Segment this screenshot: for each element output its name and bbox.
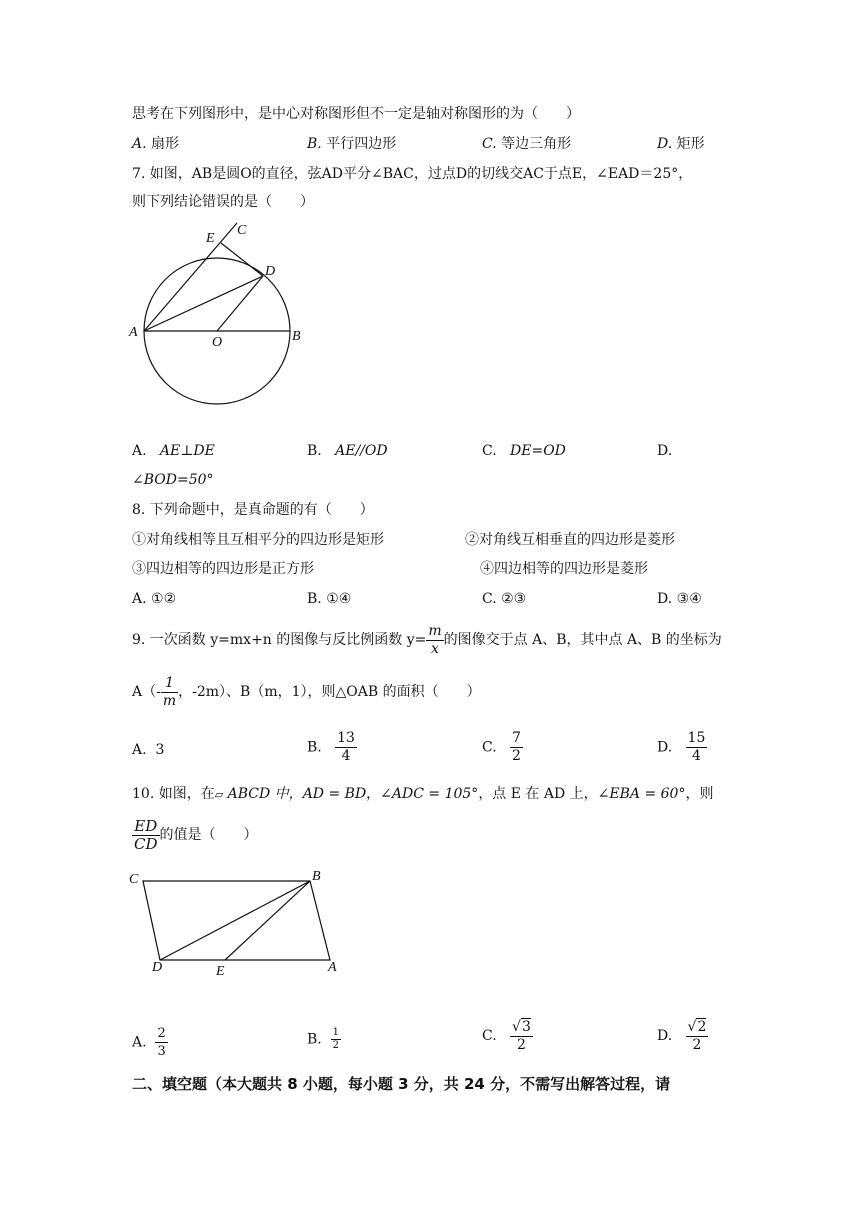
q6-option-b: B. 平行四边形 xyxy=(307,136,397,152)
q8-statement-4: ④四边相等的四边形是菱形 xyxy=(480,561,648,577)
q6-option-d: D. 矩形 xyxy=(657,136,705,152)
label-d: D xyxy=(265,264,276,279)
q7-option-a: A. AE⊥DE xyxy=(132,443,215,459)
line-ac xyxy=(144,223,237,331)
q9-option-a: A. 3 xyxy=(132,742,165,758)
q7-option-c: C. DE=OD xyxy=(482,443,566,459)
label-b: B xyxy=(292,329,301,344)
q7-option-b: B. AE//OD xyxy=(307,443,388,459)
label-c: C xyxy=(129,872,139,887)
q8-option-d: D. ③④ xyxy=(657,591,702,607)
q9-fraction-m-over-x: $\frac{m}{x}$ xyxy=(428,622,442,657)
label-a: A xyxy=(129,325,138,340)
q9-fraction-1-over-m: $\frac{1}{m}$ xyxy=(162,674,177,709)
q9-option-b: B. $\frac{13}{4}$ xyxy=(307,730,355,764)
section2-heading: 二、填空题（本大题共 8 小题，每小题 3 分，共 24 分，不需写出解答过程，请 xyxy=(132,1075,671,1093)
q10-option-a: A. $\frac{2}{3}$ xyxy=(132,1026,166,1059)
q7-stem-line1: 7. 如图，AB是圆O的直径，弦AD平分∠BAC，过点D的切线交AC于点E，∠EAD＝25°， xyxy=(132,166,693,182)
q6-stem: 思考在下列图形中，是中心对称图形但不一定是轴对称图形的为（ ） xyxy=(132,106,580,122)
q6-option-c: C. 等边三角形 xyxy=(482,136,572,152)
q10-option-c: C. $\frac{√3}{2}$ xyxy=(482,1019,531,1053)
q10-option-b: B. $\frac{1}{2}$ xyxy=(307,1027,340,1051)
chord-ad xyxy=(144,276,263,331)
radius-od xyxy=(217,276,263,331)
q8-option-c: C. ②③ xyxy=(482,591,527,607)
q10-option-d: D. $\frac{√2}{2}$ xyxy=(657,1019,707,1053)
q7-stem-line2: 则下列结论错误的是（ ） xyxy=(132,194,314,210)
q8-statement-1: ①对角线相等且互相平分的四边形是矩形 xyxy=(132,532,384,548)
q9-stem-line2: A（- $\frac{1}{m}$ ，-2m）、B（m，1），则△OAB 的面积（ ） xyxy=(132,674,481,709)
q10-parallelogram-figure xyxy=(122,864,352,984)
parallelogram-abcd xyxy=(143,881,330,960)
q8-statement-2: ②对角线互相垂直的四边形是菱形 xyxy=(465,532,675,548)
q8-option-b: B. ①④ xyxy=(307,591,352,607)
label-d: D xyxy=(152,960,163,975)
q8-statement-3: ③四边相等的四边形是正方形 xyxy=(132,561,314,577)
q8-option-a: A. ①② xyxy=(132,591,177,607)
q9-option-d: D. $\frac{15}{4}$ xyxy=(657,730,706,764)
q9-option-c: C. $\frac{7}{2}$ xyxy=(482,730,521,764)
q10-stem-line1: 10. 如图，在▱ ABCD 中，AD = BD，∠ADC = 105°，点 E 在 AD 上，∠EBA = 60°，则 xyxy=(132,786,714,802)
q10-fraction-ed-over-cd: $\frac{ED}{CD}$ xyxy=(134,816,158,853)
label-e: E xyxy=(206,231,215,246)
q9-stem-line1: 9. 一次函数 y=mx+n 的图像与反比例函数 y= $\frac{m}{x}$ 的图像交于点 A、B，其中点 A、B 的坐标为 xyxy=(132,622,722,657)
q10-stem-line2: $\frac{ED}{CD}$ 的值是（ ） xyxy=(134,816,258,853)
q7-option-d-text: ∠BOD=50° xyxy=(132,472,214,488)
label-e: E xyxy=(216,964,225,979)
label-b: B xyxy=(312,869,321,884)
tangent-de xyxy=(221,243,263,276)
q7-circle-figure xyxy=(120,215,320,415)
q8-stem: 8. 下列命题中，是真命题的有（ ） xyxy=(132,502,374,518)
label-a: A xyxy=(328,960,337,975)
label-o: O xyxy=(212,335,223,350)
q6-option-a: A. 扇形 xyxy=(132,136,180,152)
segment-be xyxy=(225,881,310,960)
label-c: C xyxy=(237,223,247,238)
diagonal-bd xyxy=(160,881,310,960)
q7-option-d-letter: D. xyxy=(657,443,673,459)
